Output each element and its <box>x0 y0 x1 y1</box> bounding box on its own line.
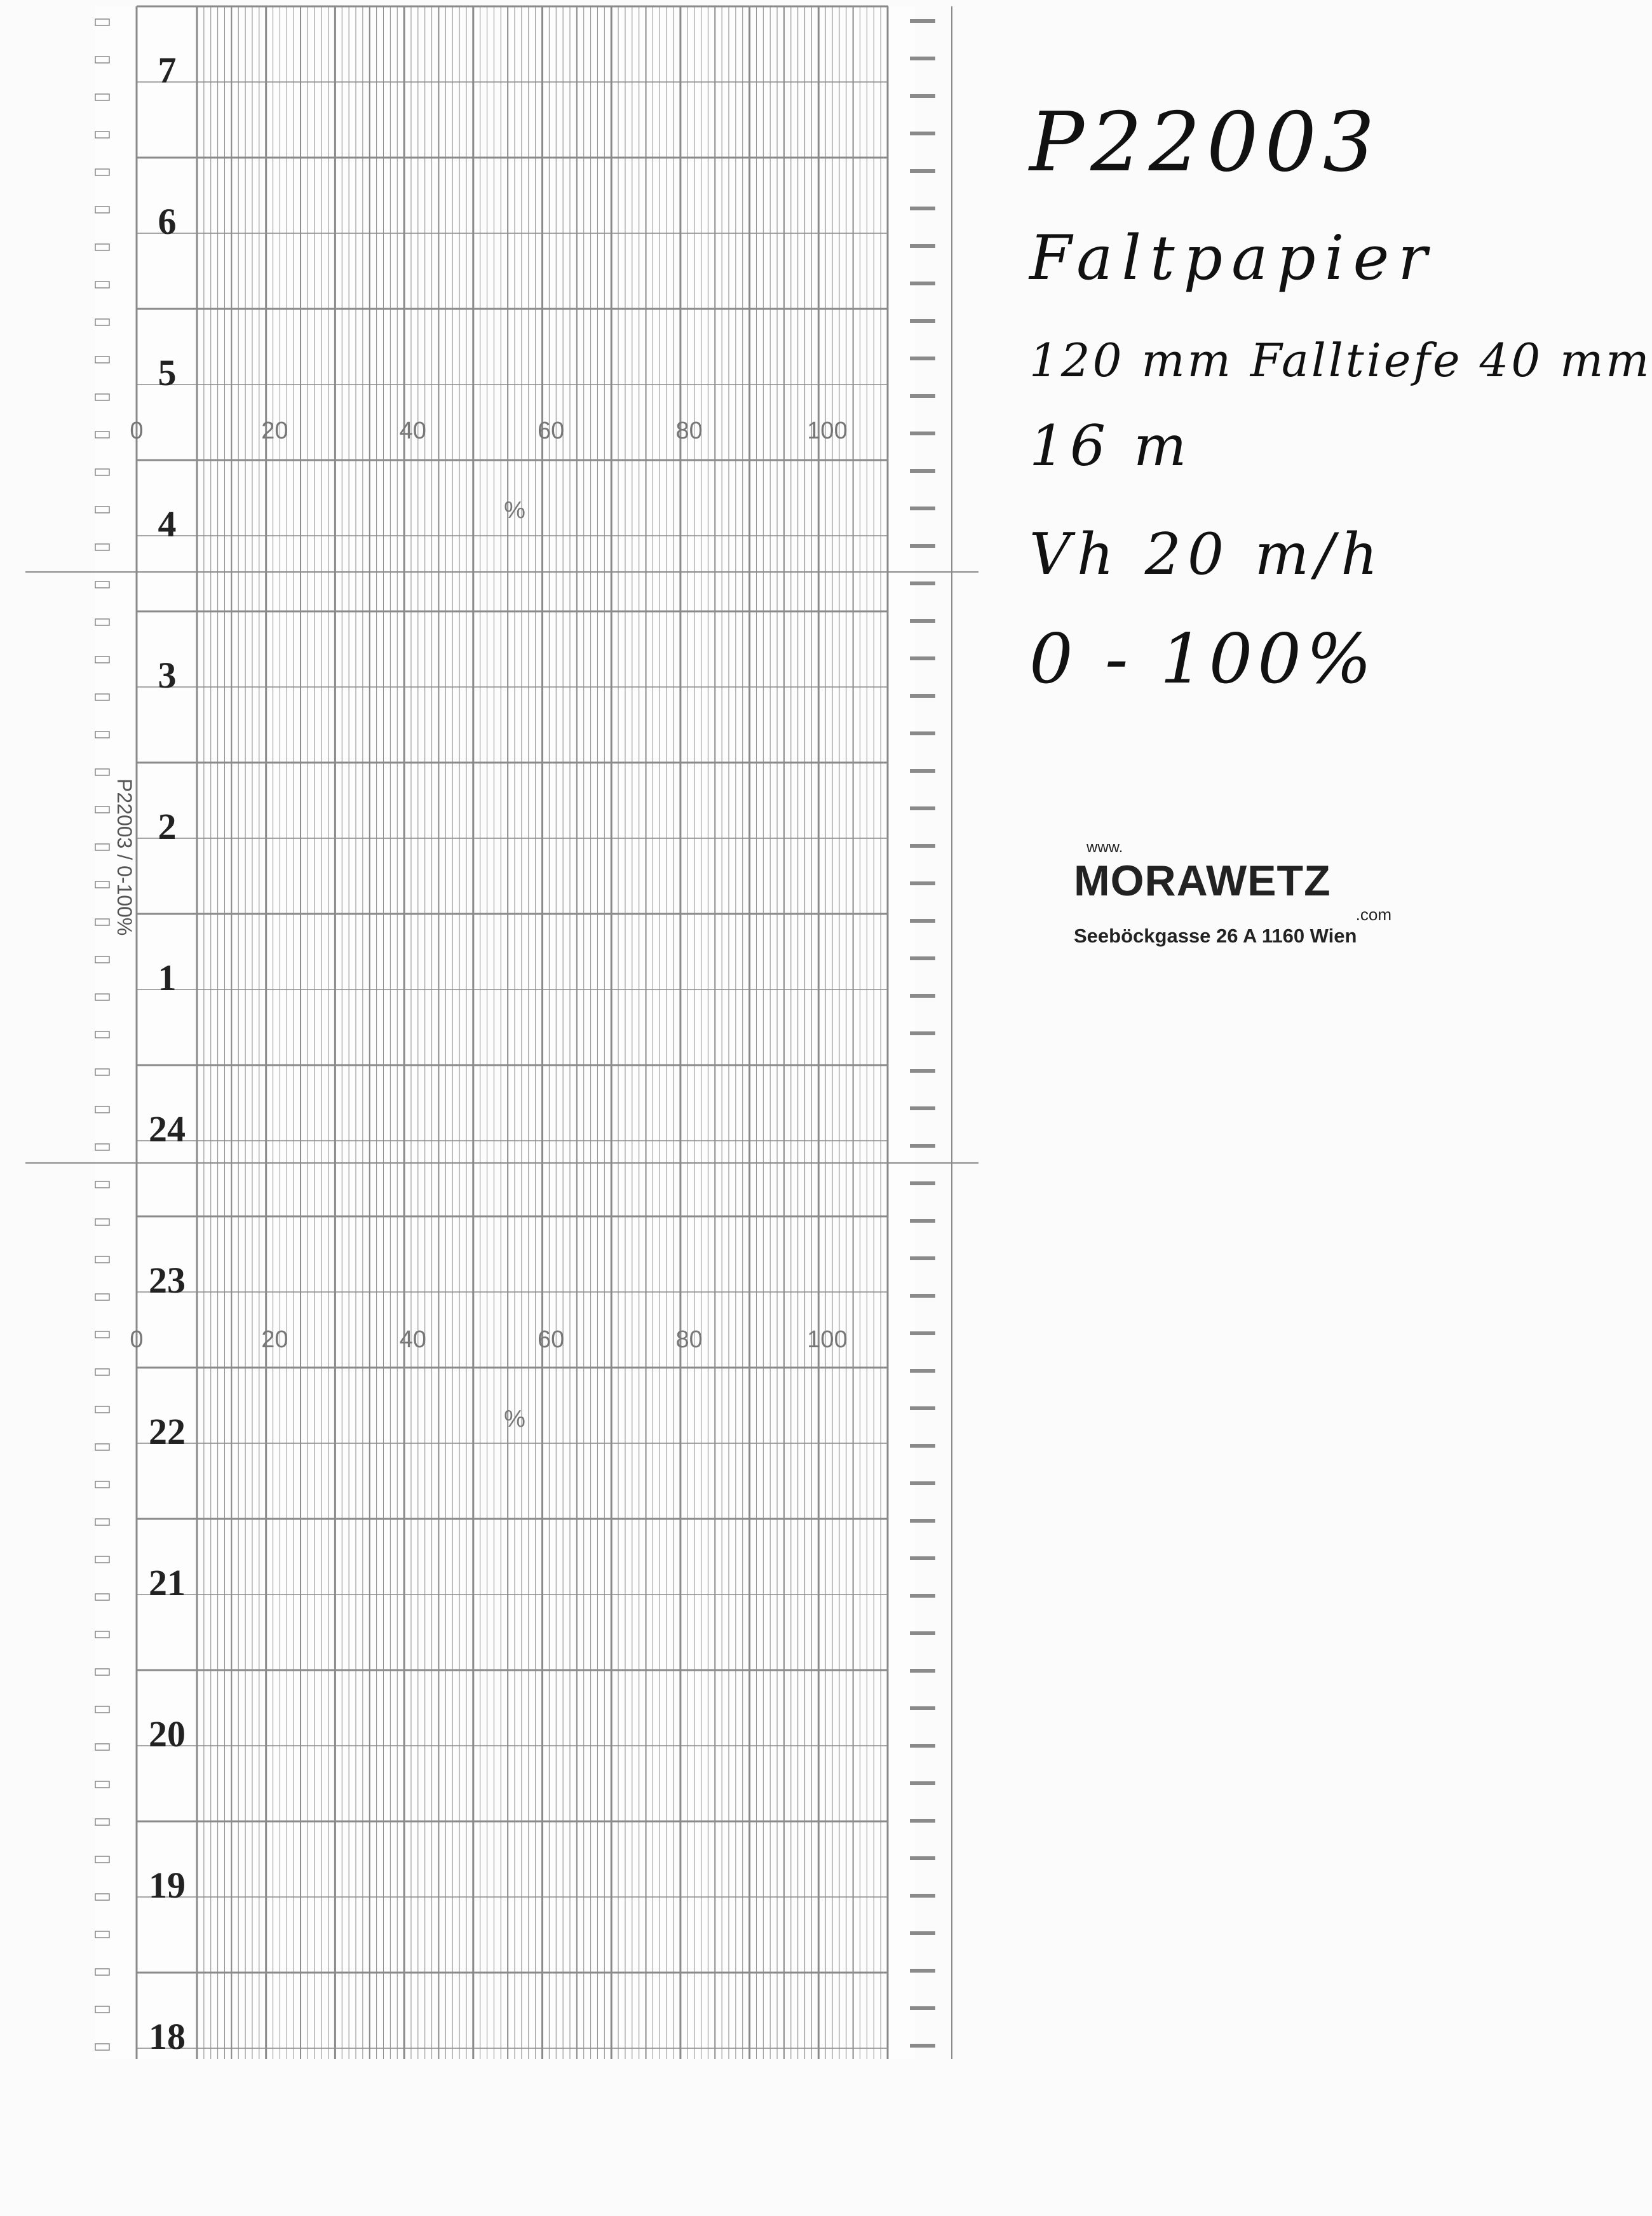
perforation-mark <box>910 132 935 135</box>
perforation-mark <box>910 1669 935 1673</box>
hour-label: 20 <box>149 1713 186 1755</box>
perforation-mark <box>910 1106 935 1110</box>
perforation-mark <box>910 1031 935 1035</box>
perforation-mark <box>910 1706 935 1710</box>
handwritten-range: 0 - 100% <box>1029 620 1377 699</box>
perforation-mark <box>910 1256 935 1260</box>
perforation-mark <box>910 731 935 735</box>
perforation-mark <box>910 357 935 360</box>
perforation-mark <box>910 432 935 435</box>
handwritten-length: 16 m <box>1029 413 1192 479</box>
vendor-stamp <box>1074 839 1404 948</box>
perforation-mark <box>910 1369 935 1373</box>
perforation-mark <box>910 844 935 848</box>
perforation-mark <box>910 1631 935 1635</box>
vendor-address: Seeböckgasse 26 A 1160 Wien <box>1074 925 1357 947</box>
perforation-mark <box>910 1444 935 1448</box>
perforation-mark <box>910 1406 935 1410</box>
perforation-mark <box>910 806 935 810</box>
perforation-mark <box>910 506 935 510</box>
perforation-mark <box>910 581 935 585</box>
perforation-mark <box>910 769 935 773</box>
hour-label: 1 <box>158 957 177 998</box>
perforation-mark <box>910 1969 935 1973</box>
scale-unit-label: % <box>504 1406 525 1432</box>
scale-tick-label: 100 <box>807 1326 848 1353</box>
vendor-www: www. <box>1087 839 1123 856</box>
perforation-mark <box>910 1069 935 1073</box>
hour-label: 23 <box>149 1260 186 1301</box>
scale-tick-label: 60 <box>538 418 565 444</box>
perforation-mark <box>910 994 935 998</box>
scale-tick-label: 60 <box>538 1326 565 1353</box>
scale-tick-label: 0 <box>130 418 144 444</box>
perforation-mark <box>910 919 935 923</box>
hour-label: 5 <box>158 352 177 393</box>
perforation-mark <box>910 207 935 210</box>
perforation-mark <box>910 94 935 98</box>
scale-tick-label: 40 <box>399 1326 426 1353</box>
hour-label: 19 <box>149 1865 186 1906</box>
handwritten-paper-type: Faltpapier <box>1029 222 1437 294</box>
perforation-mark <box>910 319 935 323</box>
chart-background <box>95 6 915 2059</box>
perforation-mark <box>910 544 935 548</box>
perforation-mark <box>910 1931 935 1935</box>
perforation-mark <box>910 956 935 960</box>
perforation-mark <box>910 1856 935 1860</box>
scale-tick-label: 0 <box>130 1326 144 1353</box>
handwritten-product-code: P22003 <box>1029 95 1381 190</box>
perforation-mark <box>910 1144 935 1148</box>
perforation-mark <box>910 2006 935 2010</box>
hour-label: 6 <box>158 201 177 242</box>
handwritten-dimensions: 120 mm Falltiefe 40 mm <box>1029 334 1652 387</box>
hour-label: 2 <box>158 806 177 847</box>
perforation-mark <box>910 1481 935 1485</box>
perforation-mark <box>910 1894 935 1898</box>
perforation-mark <box>910 1744 935 1748</box>
perforation-mark <box>910 1556 935 1560</box>
scale-tick-label: 80 <box>675 1326 703 1353</box>
perforation-mark <box>910 694 935 698</box>
perforation-mark <box>910 57 935 60</box>
perforation-mark <box>910 469 935 473</box>
scale-unit-label: % <box>504 497 525 524</box>
perforation-mark <box>910 1519 935 1523</box>
perforation-mark <box>910 1781 935 1785</box>
handwritten-speed: Vh 20 m/h <box>1029 521 1385 588</box>
hour-label: 7 <box>158 50 177 91</box>
hour-label: 3 <box>158 655 177 696</box>
side-print-label: P22003 / 0-100% <box>113 778 136 936</box>
perforation-mark <box>910 1819 935 1823</box>
hour-label: 21 <box>149 1562 186 1603</box>
scale-tick-label: 20 <box>261 1326 288 1353</box>
hour-label: 24 <box>149 1108 186 1150</box>
perforation-mark <box>910 19 935 23</box>
hour-label: 4 <box>158 503 177 545</box>
hour-label: 22 <box>149 1411 186 1452</box>
vendor-tld: .com <box>1355 905 1391 924</box>
perforation-mark <box>910 244 935 248</box>
scale-tick-label: 100 <box>807 418 848 444</box>
scale-tick-label: 80 <box>675 418 703 444</box>
perforation-mark <box>910 169 935 173</box>
perforation-mark <box>910 1181 935 1185</box>
perforation-mark <box>910 1331 935 1335</box>
hour-label: 18 <box>149 2016 186 2057</box>
perforation-mark <box>910 282 935 285</box>
scale-tick-label: 20 <box>261 418 288 444</box>
perforation-mark <box>910 1219 935 1223</box>
scale-tick-label: 40 <box>399 418 426 444</box>
perforation-mark <box>910 656 935 660</box>
perforation-mark <box>910 881 935 885</box>
vendor-name: MORAWETZ <box>1074 857 1331 905</box>
perforation-mark <box>910 394 935 398</box>
perforation-mark <box>910 1294 935 1298</box>
perforation-mark <box>910 2044 935 2048</box>
perforation-mark <box>910 619 935 623</box>
perforation-mark <box>910 1594 935 1598</box>
